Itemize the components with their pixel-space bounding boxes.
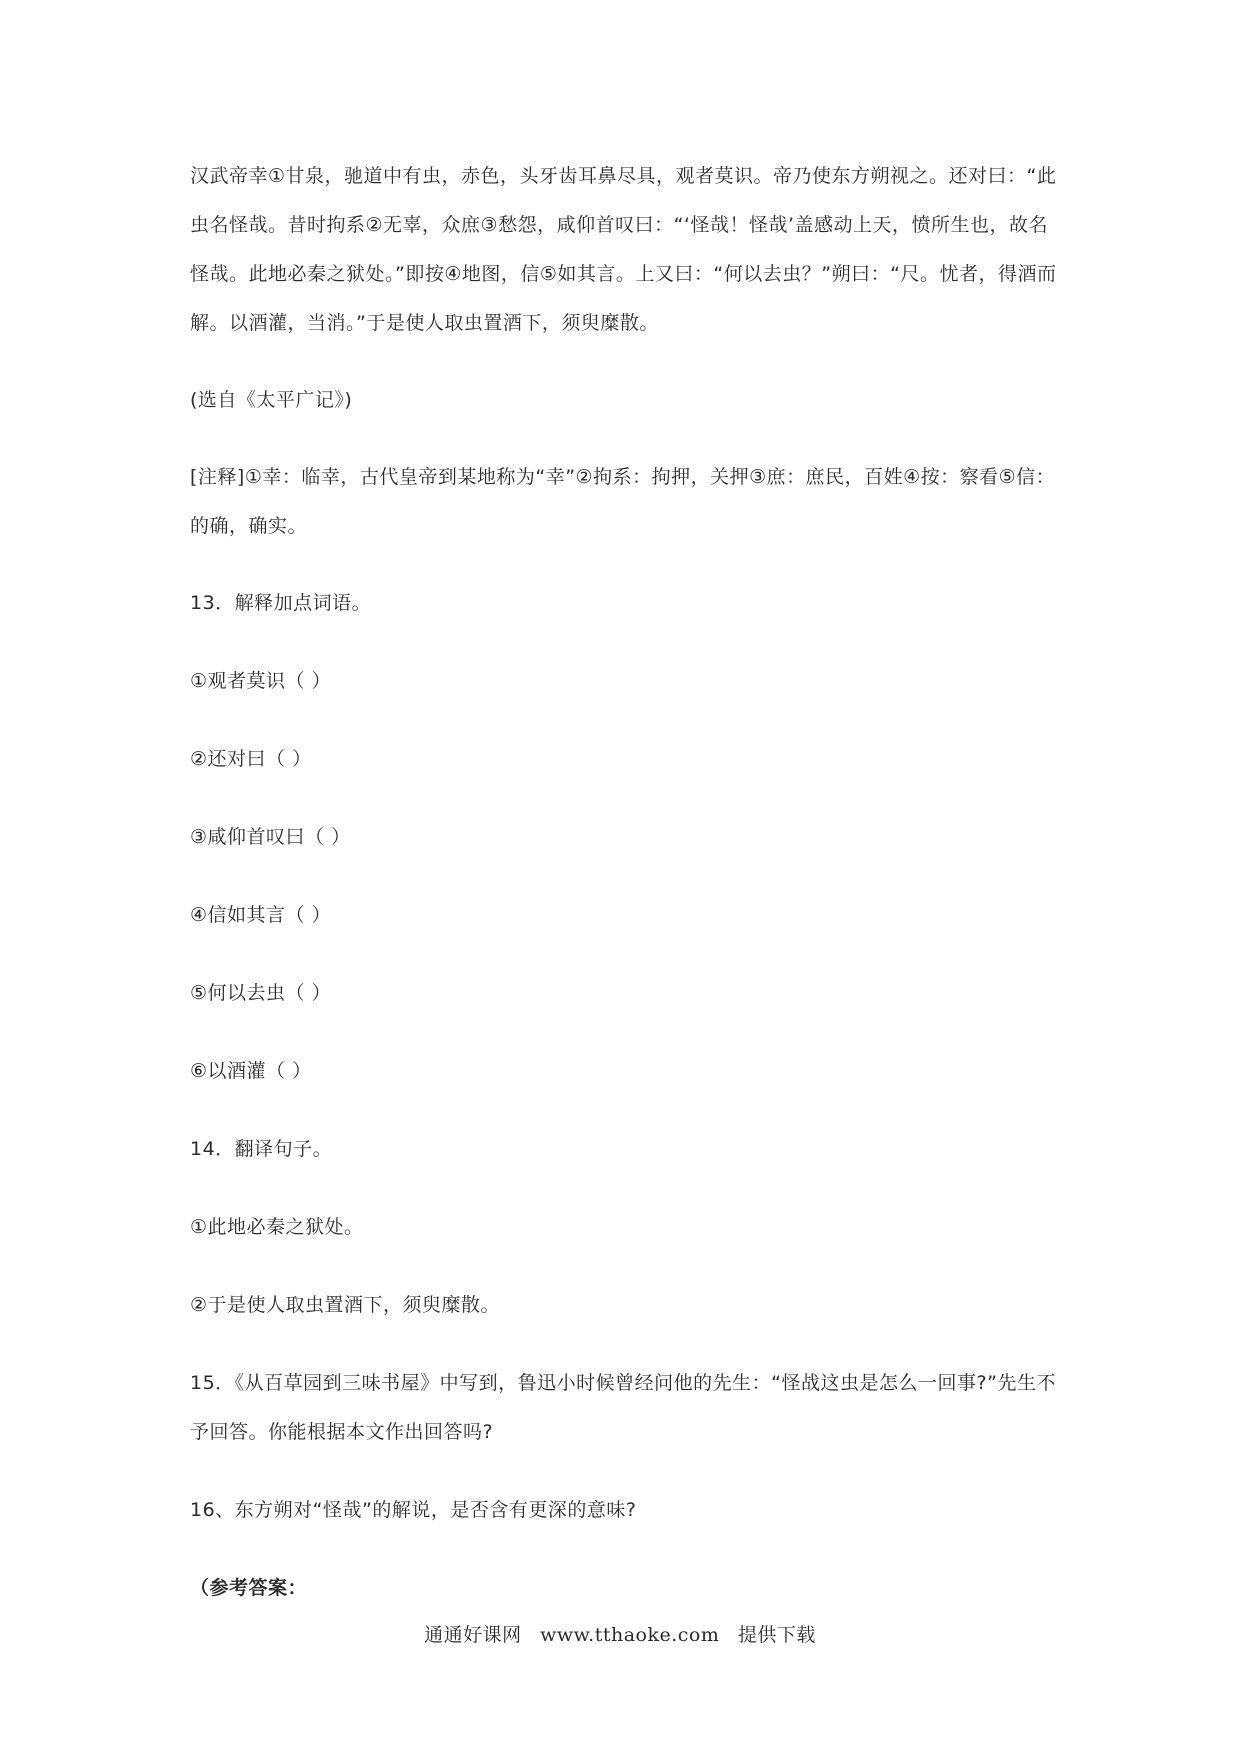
question-13-item: ⑥以酒灌（ ）: [190, 1060, 312, 1082]
footer-site-name: 通通好课网: [424, 1624, 522, 1646]
footer-url[interactable]: www.tthaoke.com: [540, 1624, 720, 1646]
question-13-item: ①观者莫识（ ）: [190, 670, 332, 692]
question-13-item: ②还对曰（ ）: [190, 748, 312, 770]
question-13-item: ③咸仰首叹曰（ ）: [190, 826, 351, 848]
question-14-item: ①此地必秦之狱处。: [190, 1216, 364, 1238]
page-footer: [0, 1620, 1240, 1647]
document-content: [190, 152, 1060, 1613]
footer-suffix: 提供下载: [737, 1624, 816, 1646]
classical-passage: 汉武帝幸①甘泉，驰道中有虫，赤色，头牙齿耳鼻尽具，观者莫识。帝乃使东方朔视之。还对曰：“此虫名怪哉。昔时拘系②无辜，众庶③愁怨，咸仰首叹曰：“‘怪哉！怪哉’盖感动上天，愤所生也，故名怪哉。此地必秦之狱处。”即按④地图，信⑤如其言。上又曰：“何以去虫？”朔曰：“尺。忧者，得酒而解。以酒灌，当消。”于是使人取虫置酒下，须臾糜散。: [190, 165, 1057, 334]
passage-source: (选自《太平广记》): [190, 389, 353, 411]
question-13-item: ④信如其言（ ）: [190, 904, 332, 926]
answer-heading: （参考答案：: [190, 1577, 308, 1599]
question-14-item: ②于是使人取虫置酒下，须臾糜散。: [190, 1294, 501, 1316]
question-16: 16、东方朔对“怪哉”的解说，是否含有更深的意味?: [190, 1499, 637, 1521]
question-13-item: ⑤何以去虫（ ）: [190, 982, 332, 1004]
question-15: 15．《从百草园到三味书屋》中写到，鲁迅小时候曾经问他的先生：“怪战这虫是怎么一回事?”先生不予回答。你能根据本文作出回答吗?: [190, 1372, 1056, 1443]
passage-notes: [注释]①幸：临幸，古代皇帝到某地称为“幸”②拘系：拘押，关押③庶：庶民，百姓④按：察看⑤信：的确，确实。: [190, 466, 1056, 537]
question-14: 14．翻译句子。: [190, 1138, 333, 1160]
question-13: 13．解释加点词语。: [190, 592, 372, 614]
